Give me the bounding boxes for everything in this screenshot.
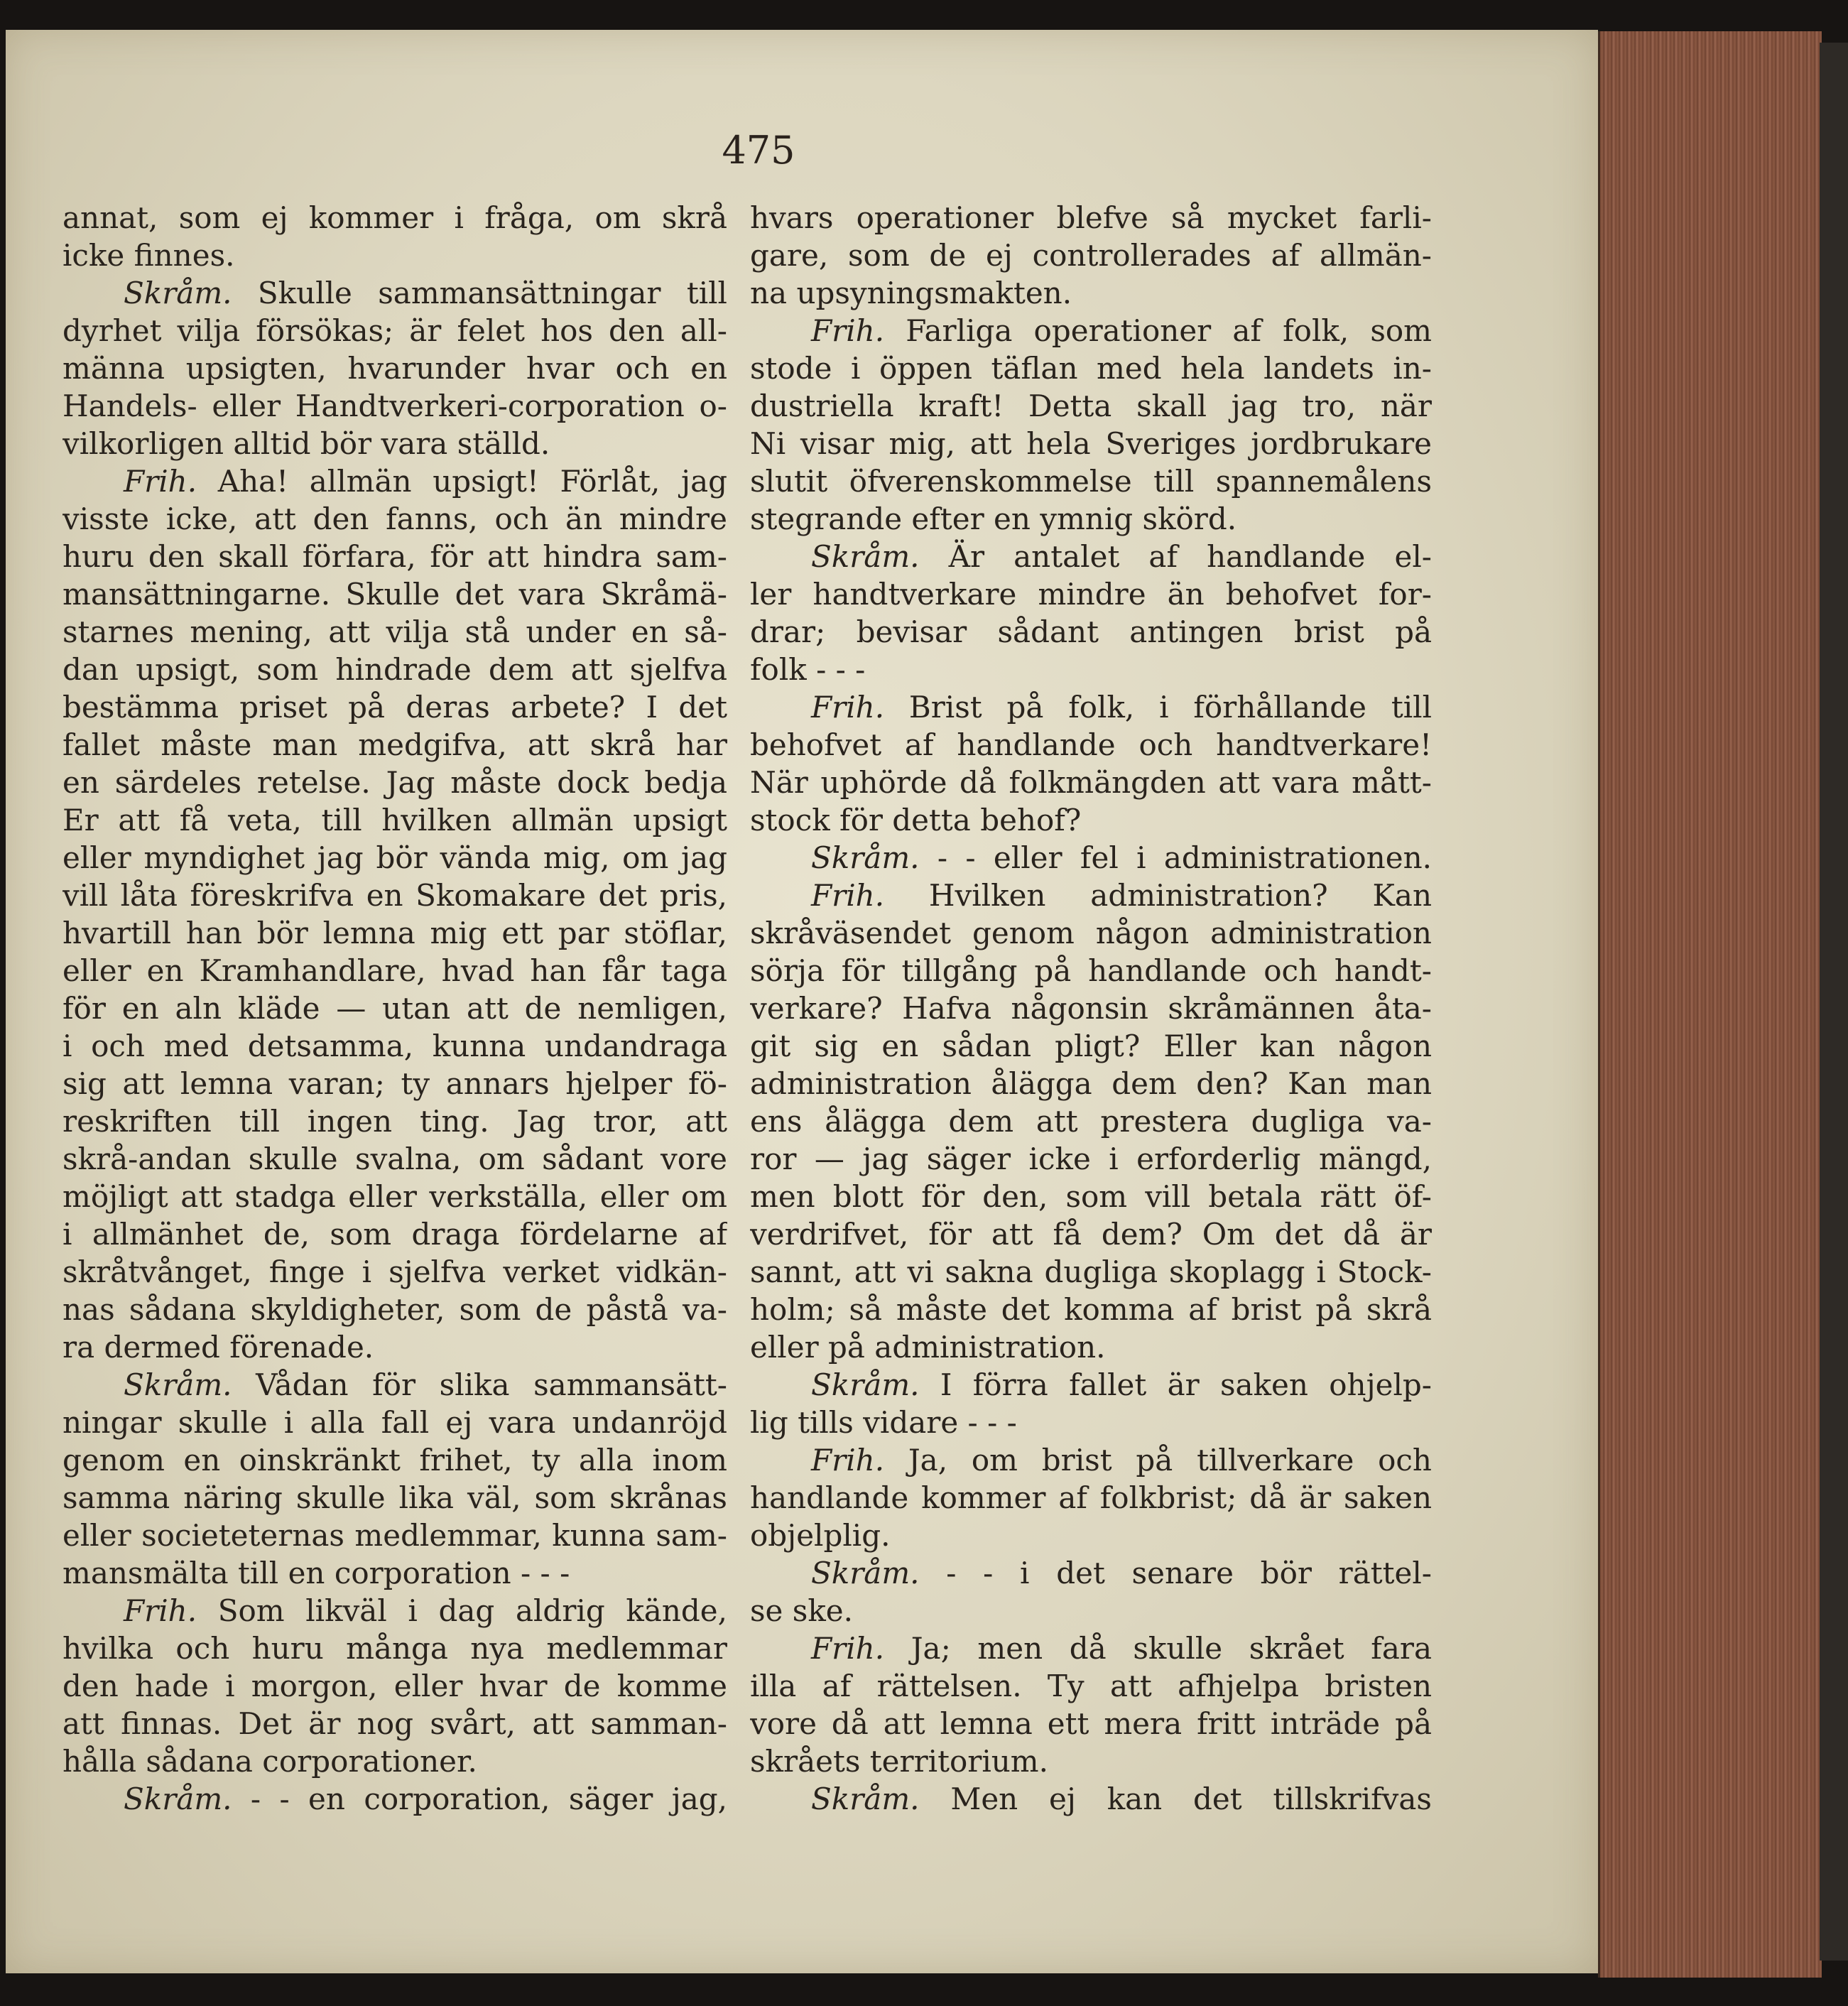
speaker-name: Frih.: [811, 878, 885, 913]
speaker-name: Skråm.: [811, 1367, 920, 1402]
line-text: genom en oinskränkt frihet, ty alla inom: [62, 1443, 727, 1478]
line-text: handlande kommer af folkbrist; då är saken: [750, 1480, 1432, 1515]
text-line: [62, 1667, 727, 1705]
line-text: se ske.: [750, 1593, 853, 1628]
line-text: hvartill han bör lemna mig ett par stöflar,: [62, 916, 727, 950]
text-line: [750, 387, 1432, 425]
text-line: [750, 1517, 1432, 1554]
line-text: hålla sådana corporationer.: [62, 1744, 477, 1779]
line-text: skrå-andan skulle svalna, om sådant vore: [62, 1142, 727, 1176]
text-line: [62, 1554, 727, 1592]
text-line: [750, 1140, 1432, 1178]
text-line: [62, 839, 727, 877]
line-text: reskriften till ingen ting. Jag tror, att: [62, 1104, 727, 1139]
line-text: sannt, att vi sakna dugliga skoplagg i Stock-: [750, 1254, 1432, 1289]
text-line: [750, 1705, 1432, 1742]
line-text: stock för detta behof?: [750, 803, 1082, 837]
text-line: [750, 1253, 1432, 1291]
line-text: Er att få veta, till hvilken allmän upsigt: [62, 803, 727, 837]
line-text: för en aln kläde — utan att de nemligen,: [62, 991, 727, 1026]
text-line: [750, 425, 1432, 462]
line-text: objelplig.: [750, 1518, 891, 1553]
line-text: hvilka och huru många nya medlemmar: [62, 1631, 727, 1666]
text-line: [62, 877, 727, 914]
line-text: folk - - -: [750, 652, 866, 687]
line-text: ler handtverkare mindre än behofvet for-: [750, 577, 1432, 612]
text-line: [750, 613, 1432, 651]
speaker-name: Skråm.: [811, 1782, 920, 1816]
line-text: fallet måste man medgifva, att skrå har: [62, 727, 727, 762]
text-line: [750, 726, 1432, 764]
line-text: drar; bevisar sådant antingen brist på: [750, 614, 1432, 649]
line-text: administration ålägga dem den? Kan man: [750, 1066, 1432, 1101]
line-text: starnes mening, att vilja stå under en så-: [62, 614, 727, 649]
text-line: [750, 1328, 1432, 1366]
speaker-name: Skråm.: [124, 276, 232, 310]
line-text: Farliga operationer af folk, som: [884, 313, 1432, 348]
text-line: [62, 651, 727, 688]
text-line: [62, 425, 727, 462]
text-line: [750, 538, 1432, 575]
line-text: Skulle sammansättningar till: [232, 276, 727, 310]
speaker-name: Frih.: [811, 1443, 885, 1478]
line-text: - - en corporation, säger jag,: [232, 1782, 727, 1816]
text-line: [750, 1102, 1432, 1140]
line-text: - - eller fel i administrationen.: [919, 840, 1432, 875]
text-line: [750, 1178, 1432, 1215]
text-line: [62, 1517, 727, 1554]
line-text: icke finnes.: [62, 238, 235, 273]
text-line: [750, 952, 1432, 990]
text-line: [750, 914, 1432, 952]
speaker-name: Skråm.: [811, 539, 920, 574]
text-line: [750, 801, 1432, 839]
line-text: skråets territorium.: [750, 1744, 1048, 1779]
line-text: ra dermed förenade.: [62, 1330, 374, 1365]
text-line: [62, 1366, 727, 1404]
line-text: Brist på folk, i förhållande till: [884, 690, 1432, 725]
text-line: [62, 952, 727, 990]
text-line: [62, 1441, 727, 1479]
text-line: [62, 312, 727, 349]
line-text: sig att lemna varan; ty annars hjelper fö-: [62, 1066, 727, 1101]
line-text: ens ålägga dem att prestera dugliga va-: [750, 1104, 1432, 1139]
right-text-column: [750, 199, 1432, 1818]
line-text: visste icke, att den fanns, och än mindre: [62, 502, 727, 536]
book-page: [6, 30, 1598, 1973]
text-line: [62, 500, 727, 538]
line-text: behofvet af handlande och handtverkare!: [750, 727, 1432, 762]
text-line: [62, 199, 727, 237]
text-line: [62, 1592, 727, 1630]
speaker-name: Skråm.: [124, 1367, 232, 1402]
text-line: [750, 1780, 1432, 1818]
text-line: [750, 1742, 1432, 1780]
speaker-name: Frih.: [811, 313, 885, 348]
line-text: den hade i morgon, eller hvar de komme: [62, 1669, 727, 1703]
line-text: eller myndighet jag bör vända mig, om jag: [62, 840, 727, 875]
text-line: [750, 1554, 1432, 1592]
speaker-name: Frih.: [811, 1631, 885, 1666]
text-line: [62, 688, 727, 726]
text-line: [62, 1140, 727, 1178]
text-line: [750, 1291, 1432, 1328]
line-text: git sig en sådan pligt? Eller kan någon: [750, 1029, 1432, 1063]
line-text: ror — jag säger icke i erforderlig mängd,: [750, 1142, 1432, 1176]
text-line: [750, 1592, 1432, 1630]
line-text: Är antalet af handlande el-: [919, 539, 1432, 574]
text-line: [750, 462, 1432, 500]
line-text: samma näring skulle lika väl, som skrånas: [62, 1480, 727, 1515]
line-text: nas sådana skyldigheter, som de påstå va-: [62, 1292, 727, 1327]
speaker-name: Frih.: [124, 1593, 197, 1628]
text-line: [62, 1065, 727, 1102]
line-text: Ja, om brist på tillverkare och: [884, 1443, 1432, 1478]
line-text: dyrhet vilja försökas; är felet hos den all-: [62, 313, 727, 348]
line-text: stode i öppen täflan med hela landets in-: [750, 351, 1432, 386]
line-text: i och med detsamma, kunna undandraga: [62, 1029, 727, 1063]
text-line: [62, 1328, 727, 1366]
text-line: [62, 726, 727, 764]
line-text: eller på administration.: [750, 1330, 1106, 1365]
speaker-name: Frih.: [811, 690, 885, 725]
book-cover-edge: [1820, 43, 1848, 1961]
text-line: [750, 1215, 1432, 1253]
line-text: När uphörde då folkmängden att vara mått-: [750, 765, 1432, 800]
text-line: [62, 1027, 727, 1065]
line-text: möjligt att stadga eller verkställa, eller om: [62, 1179, 727, 1214]
speaker-name: Skråm.: [124, 1782, 232, 1816]
line-text: Handels- eller Handtverkeri-corporation o-: [62, 389, 727, 423]
text-line: [62, 990, 727, 1027]
text-line: [750, 764, 1432, 801]
line-text: att finnas. Det är nog svårt, att samman-: [62, 1706, 727, 1741]
line-text: vilkorligen alltid bör vara ställd.: [62, 426, 550, 461]
line-text: I förra fallet är saken ohjelp-: [919, 1367, 1432, 1402]
left-text-column: [62, 199, 727, 1818]
line-text: Ni visar mig, att hela Sveriges jordbrukare: [750, 426, 1432, 461]
line-text: mansättningarne. Skulle det vara Skråmä-: [62, 577, 727, 612]
line-text: dan upsigt, som hindrade dem att sjelfva: [62, 652, 727, 687]
text-line: [750, 1404, 1432, 1441]
text-line: [62, 914, 727, 952]
line-text: vore då att lemna ett mera fritt inträde på: [750, 1706, 1432, 1741]
line-text: sörja för tillgång på handlande och handt-: [750, 953, 1432, 988]
text-line: [62, 462, 727, 500]
text-line: [62, 349, 727, 387]
text-line: [750, 839, 1432, 877]
page-edges: [1598, 31, 1822, 1978]
text-line: [750, 500, 1432, 538]
line-text: en särdeles retelse. Jag måste dock bedja: [62, 765, 727, 800]
text-line: [62, 1630, 727, 1667]
line-text: i allmänhet de, som draga fördelarne af: [62, 1217, 727, 1252]
text-line: [62, 1102, 727, 1140]
line-text: Ja; men då skulle skrået fara: [884, 1631, 1432, 1666]
line-text: skråtvånget, finge i sjelfva verket vidkän-: [62, 1254, 727, 1289]
text-line: [750, 1479, 1432, 1517]
text-line: [62, 538, 727, 575]
line-text: männa upsigten, hvarunder hvar och en: [62, 351, 727, 386]
line-text: na upsyningsmakten.: [750, 276, 1072, 310]
text-line: [62, 1291, 727, 1328]
text-line: [750, 651, 1432, 688]
speaker-name: Skråm.: [811, 1556, 920, 1590]
line-text: Men ej kan det tillskrifvas: [919, 1782, 1432, 1816]
text-line: [62, 613, 727, 651]
text-line: [62, 1253, 727, 1291]
line-text: Vådan för slika sammansätt-: [232, 1367, 727, 1402]
text-line: [750, 199, 1432, 237]
text-line: [750, 274, 1432, 312]
line-text: stegrande efter en ymnig skörd.: [750, 502, 1237, 536]
line-text: dustriella kraft! Detta skall jag tro, när: [750, 389, 1432, 423]
line-text: ningar skulle i alla fall ej vara undanröjd: [62, 1405, 727, 1440]
text-line: [62, 1742, 727, 1780]
line-text: skråväsendet genom någon administration: [750, 916, 1432, 950]
line-text: men blott för den, som vill betala rätt öf-: [750, 1179, 1432, 1214]
line-text: holm; så måste det komma af brist på skrå: [750, 1292, 1432, 1327]
text-line: [62, 1780, 727, 1818]
line-text: hvars operationer blefve så mycket farli-: [750, 200, 1432, 235]
line-text: verkare? Hafva någonsin skråmännen åta-: [750, 991, 1432, 1026]
line-text: huru den skall förfara, för att hindra sam-: [62, 539, 727, 574]
text-line: [750, 575, 1432, 613]
text-line: [62, 387, 727, 425]
text-line: [750, 877, 1432, 914]
line-text: mansmälta till en corporation - - -: [62, 1556, 570, 1590]
text-line: [62, 237, 727, 274]
line-text: - - i det senare bör rättel-: [919, 1556, 1432, 1590]
line-text: vill låta föreskrifva en Skomakare det pris,: [62, 878, 727, 913]
text-line: [62, 1178, 727, 1215]
text-line: [750, 1441, 1432, 1479]
text-line: [750, 688, 1432, 726]
text-line: [62, 274, 727, 312]
text-line: [750, 1667, 1432, 1705]
line-text: Aha! allmän upsigt! Förlåt, jag: [197, 464, 727, 499]
line-text: illa af rättelsen. Ty att afhjelpa bristen: [750, 1669, 1432, 1703]
line-text: verdrifvet, för att få dem? Om det då är: [750, 1217, 1432, 1252]
text-line: [750, 1027, 1432, 1065]
page-number: 475: [722, 128, 795, 173]
text-line: [750, 990, 1432, 1027]
line-text: eller societeternas medlemmar, kunna sam-: [62, 1518, 727, 1553]
line-text: annat, som ej kommer i fråga, om skrå: [62, 200, 727, 235]
line-text: slutit öfverenskommelse till spannemålens: [750, 464, 1432, 499]
speaker-name: Frih.: [124, 464, 197, 499]
text-line: [62, 1479, 727, 1517]
line-text: bestämma priset på deras arbete? I det: [62, 690, 727, 725]
text-line: [62, 575, 727, 613]
text-line: [62, 1705, 727, 1742]
text-line: [750, 237, 1432, 274]
text-line: [62, 764, 727, 801]
text-line: [750, 1630, 1432, 1667]
text-line: [750, 1065, 1432, 1102]
text-line: [62, 1215, 727, 1253]
text-line: [750, 312, 1432, 349]
speaker-name: Skråm.: [811, 840, 920, 875]
line-text: lig tills vidare - - -: [750, 1405, 1017, 1440]
text-line: [62, 1404, 727, 1441]
text-line: [750, 1366, 1432, 1404]
line-text: Hvilken administration? Kan: [884, 878, 1432, 913]
line-text: gare, som de ej controllerades af allmän-: [750, 238, 1432, 273]
line-text: eller en Kramhandlare, hvad han får taga: [62, 953, 727, 988]
text-line: [62, 801, 727, 839]
line-text: Som likväl i dag aldrig kände,: [197, 1593, 727, 1628]
text-line: [750, 349, 1432, 387]
